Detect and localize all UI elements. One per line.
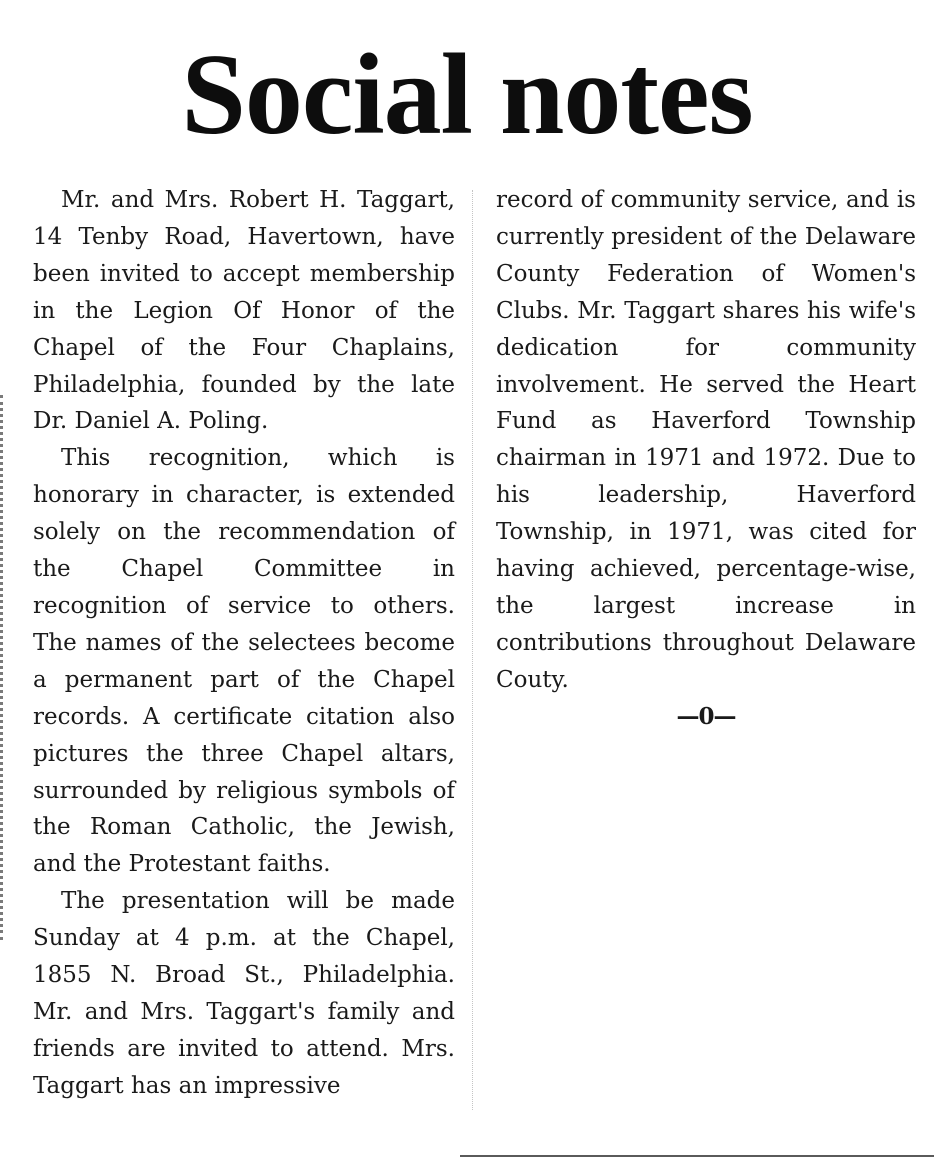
column-divider — [472, 190, 473, 1110]
paragraph-presentation: The presentation will be made Sunday at 4 p.m. at the Chapel, 1855 N. Broad St., Philadelphia. Mr. and Mrs. Taggart's family and friends are invited to attend. Mrs. Taggart has an impressive — [33, 888, 455, 1099]
bottom-rule — [460, 1155, 934, 1157]
paragraph-invitation: Mr. and Mrs. Robert H. Taggart, 14 Tenby Road, Havertown, have been invited to accept membership in the Legion Of Honor of the Chapel of the Four Chaplains, Philadelphia, founded by the late Dr. Daniel A. Poling. — [33, 187, 455, 435]
article-left-column — [33, 182, 455, 1105]
article-right-column — [496, 182, 916, 736]
paragraph-recognition: This recognition, which is honorary in character, is extended solely on the recommendation of the Chapel Committee in recognition of service to others. The names of the selectees become a permanent part of the Chapel records. A certificate citation also pictures the three Chapel altars, surrounded by religious symbols of the Roman Catholic, the Jewish, and the Protestant faiths. — [33, 445, 455, 878]
paragraph-community-service: record of community service, and is currently president of the Delaware County Federation of Women's Clubs. Mr. Taggart shares his wife's dedication for community involvement. He served the Heart Fund as Haverford Township chairman in 1971 and 1972. Due to his leadership, Haverford Township, in 1971, was cited for having achieved, percentage-wise, the largest increase in contributions throughout Delaware Couty. — [496, 187, 916, 693]
left-margin-rule — [0, 395, 6, 940]
headline: Social notes — [181, 31, 753, 159]
article-end-separator: —0— — [676, 702, 736, 730]
